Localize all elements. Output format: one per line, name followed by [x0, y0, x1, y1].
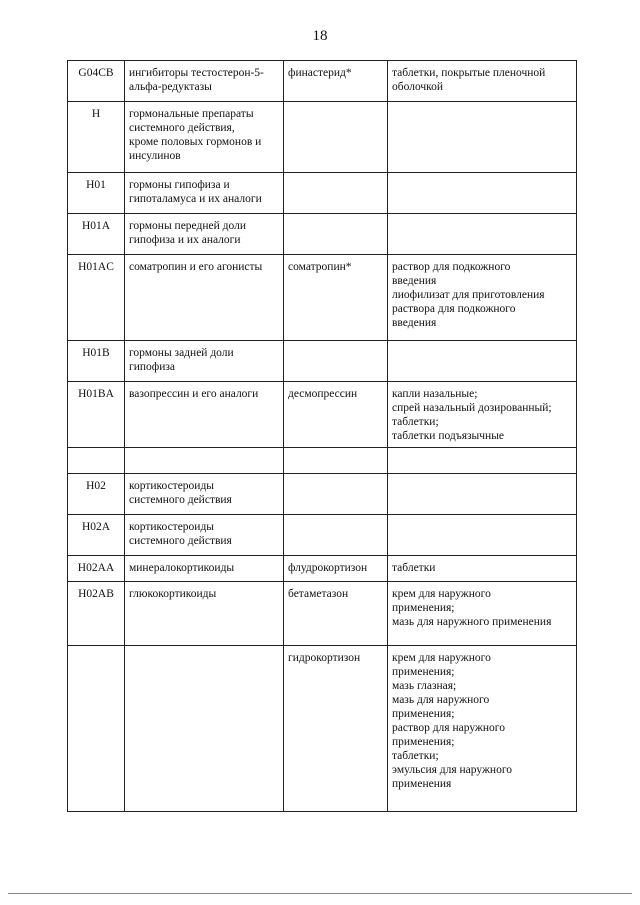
anatomical-group-cell-line: системного действия: [129, 535, 232, 547]
atc-code-cell: G04CB: [68, 61, 125, 102]
drug-name-cell: [284, 582, 388, 646]
drug-name-cell: [284, 214, 388, 255]
dosage-form-cell-line: капли назальные;: [392, 388, 478, 400]
dosage-form-cell-line: применения;: [392, 666, 455, 678]
drug-name-cell: [284, 102, 388, 173]
anatomical-group-cell-line: инсулинов: [129, 150, 181, 162]
atc-code-cell: H02AB: [68, 582, 125, 646]
dosage-form-cell: [388, 515, 577, 556]
table-row: [68, 102, 577, 173]
table-body: [68, 61, 577, 812]
dosage-form-cell-line: таблетки;: [392, 750, 439, 762]
dosage-form-cell-line: мазь для наружного: [392, 694, 490, 706]
table-row: [68, 556, 577, 582]
table-row: [68, 515, 577, 556]
dosage-form-cell-line: мазь для наружного применения: [392, 616, 552, 628]
drug-name-cell: [284, 173, 388, 214]
dosage-form-cell: [388, 382, 577, 448]
anatomical-group-cell-line: системного действия: [129, 494, 232, 506]
dosage-form-cell-line: крем для наружного: [392, 652, 491, 664]
dosage-form-cell-line: таблетки, покрытые пленочной: [392, 67, 546, 79]
drug-name-cell-line: десмопрессин: [288, 388, 358, 400]
table-row: [68, 448, 577, 474]
dosage-form-cell-line: эмульсия для наружного: [392, 764, 513, 776]
dosage-form-cell-line: таблетки;: [392, 416, 439, 428]
drug-name-cell: [284, 382, 388, 448]
anatomical-group-cell: [125, 556, 284, 582]
table-row: [68, 214, 577, 255]
anatomical-group-cell-line: глюкокортикоиды: [129, 588, 217, 600]
dosage-form-cell-line: введения: [392, 275, 437, 287]
drug-name-cell: [284, 646, 388, 812]
dosage-form-cell-line: спрей назальный дозированный;: [392, 402, 552, 414]
drug-name-cell: [284, 341, 388, 382]
atc-code-cell: H02A: [68, 515, 125, 556]
anatomical-group-cell-line: соматропин и его агонисты: [129, 261, 263, 273]
anatomical-group-cell-line: системного действия,: [129, 122, 235, 134]
drug-name-cell-line: флудрокортизон: [288, 562, 368, 574]
atc-code-cell: H01AC: [68, 255, 125, 341]
anatomical-group-cell-line: ингибиторы тестостерон-5-: [129, 67, 264, 79]
dosage-form-cell: [388, 341, 577, 382]
anatomical-group-cell-line: минералокортикоиды: [129, 562, 235, 574]
anatomical-group-cell: [125, 474, 284, 515]
anatomical-group-cell: [125, 515, 284, 556]
drug-name-cell: [284, 556, 388, 582]
dosage-form-cell-line: таблетки подъязычные: [392, 430, 505, 442]
table-row: [68, 255, 577, 341]
atc-code-cell: H02: [68, 474, 125, 515]
dosage-form-cell-line: раствор для наружного: [392, 722, 505, 734]
anatomical-group-cell-line: гормоны задней доли: [129, 347, 234, 359]
table-row: [68, 61, 577, 102]
anatomical-group-cell-line: гипофиза: [129, 361, 176, 373]
table-row: [68, 341, 577, 382]
table-row: [68, 173, 577, 214]
table-row: [68, 474, 577, 515]
anatomical-group-cell-line: кроме половых гормонов и: [129, 136, 262, 148]
table-row: [68, 646, 577, 812]
atc-code-cell: H: [68, 102, 125, 173]
drug-name-cell: [284, 61, 388, 102]
dosage-form-cell-line: мазь глазная;: [392, 680, 457, 692]
dosage-form-cell: [388, 474, 577, 515]
drug-name-cell: [284, 255, 388, 341]
dosage-form-cell-line: крем для наружного: [392, 588, 491, 600]
anatomical-group-cell: [125, 382, 284, 448]
dosage-form-cell-line: применения: [392, 778, 452, 790]
drug-name-cell-line: бетаметазон: [288, 588, 349, 600]
dosage-form-cell-line: раствора для подкожного: [392, 303, 516, 315]
drug-name-cell-line: гидрокортизон: [288, 652, 361, 664]
anatomical-group-cell: [125, 582, 284, 646]
drug-classification-table: [67, 60, 577, 812]
atc-code-cell: [68, 646, 125, 812]
drug-name-cell: [284, 448, 388, 474]
drug-name-cell-line: финастерид*: [288, 67, 352, 79]
drug-name-cell: [284, 515, 388, 556]
anatomical-group-cell: [125, 214, 284, 255]
anatomical-group-cell: [125, 255, 284, 341]
page-number: 18: [312, 28, 328, 44]
anatomical-group-cell-line: альфа-редуктазы: [129, 81, 212, 93]
dosage-form-cell: [388, 582, 577, 646]
bottom-rule: [8, 893, 632, 894]
atc-code-cell: [68, 448, 125, 474]
anatomical-group-cell-line: гормоны гипофиза и: [129, 179, 230, 191]
anatomical-group-cell-line: вазопрессин и его аналоги: [129, 388, 259, 400]
drug-name-cell: [284, 474, 388, 515]
anatomical-group-cell: [125, 448, 284, 474]
dosage-form-cell-line: применения;: [392, 736, 455, 748]
atc-code-cell: H01BA: [68, 382, 125, 448]
table-row: [68, 382, 577, 448]
dosage-form-cell: [388, 102, 577, 173]
anatomical-group-cell-line: гормоны передней доли: [129, 220, 246, 232]
dosage-form-cell-line: введения: [392, 317, 437, 329]
anatomical-group-cell-line: кортикостероиды: [129, 521, 215, 533]
atc-code-cell: H01: [68, 173, 125, 214]
dosage-form-cell-line: лиофилизат для приготовления: [392, 289, 545, 301]
dosage-form-cell: [388, 173, 577, 214]
anatomical-group-cell-line: кортикостероиды: [129, 480, 215, 492]
dosage-form-cell: [388, 556, 577, 582]
dosage-form-cell-line: применения;: [392, 602, 455, 614]
anatomical-group-cell-line: гормональные препараты: [129, 108, 254, 120]
dosage-form-cell-line: применения;: [392, 708, 455, 720]
anatomical-group-cell: [125, 341, 284, 382]
anatomical-group-cell: [125, 646, 284, 812]
atc-code-cell: H01A: [68, 214, 125, 255]
dosage-form-cell: [388, 61, 577, 102]
dosage-form-cell-line: таблетки: [392, 562, 436, 574]
atc-code-cell: H02AA: [68, 556, 125, 582]
table-row: [68, 582, 577, 646]
dosage-form-cell-line: оболочкой: [392, 81, 444, 93]
anatomical-group-cell: [125, 102, 284, 173]
anatomical-group-cell: [125, 173, 284, 214]
dosage-form-cell-line: раствор для подкожного: [392, 261, 511, 273]
dosage-form-cell: [388, 255, 577, 341]
dosage-form-cell: [388, 448, 577, 474]
anatomical-group-cell-line: гипоталамуса и их аналоги: [129, 193, 262, 205]
drug-name-cell-line: соматропин*: [288, 261, 352, 273]
atc-code-cell: H01B: [68, 341, 125, 382]
anatomical-group-cell: [125, 61, 284, 102]
dosage-form-cell: [388, 646, 577, 812]
anatomical-group-cell-line: гипофиза и их аналоги: [129, 234, 241, 246]
dosage-form-cell: [388, 214, 577, 255]
